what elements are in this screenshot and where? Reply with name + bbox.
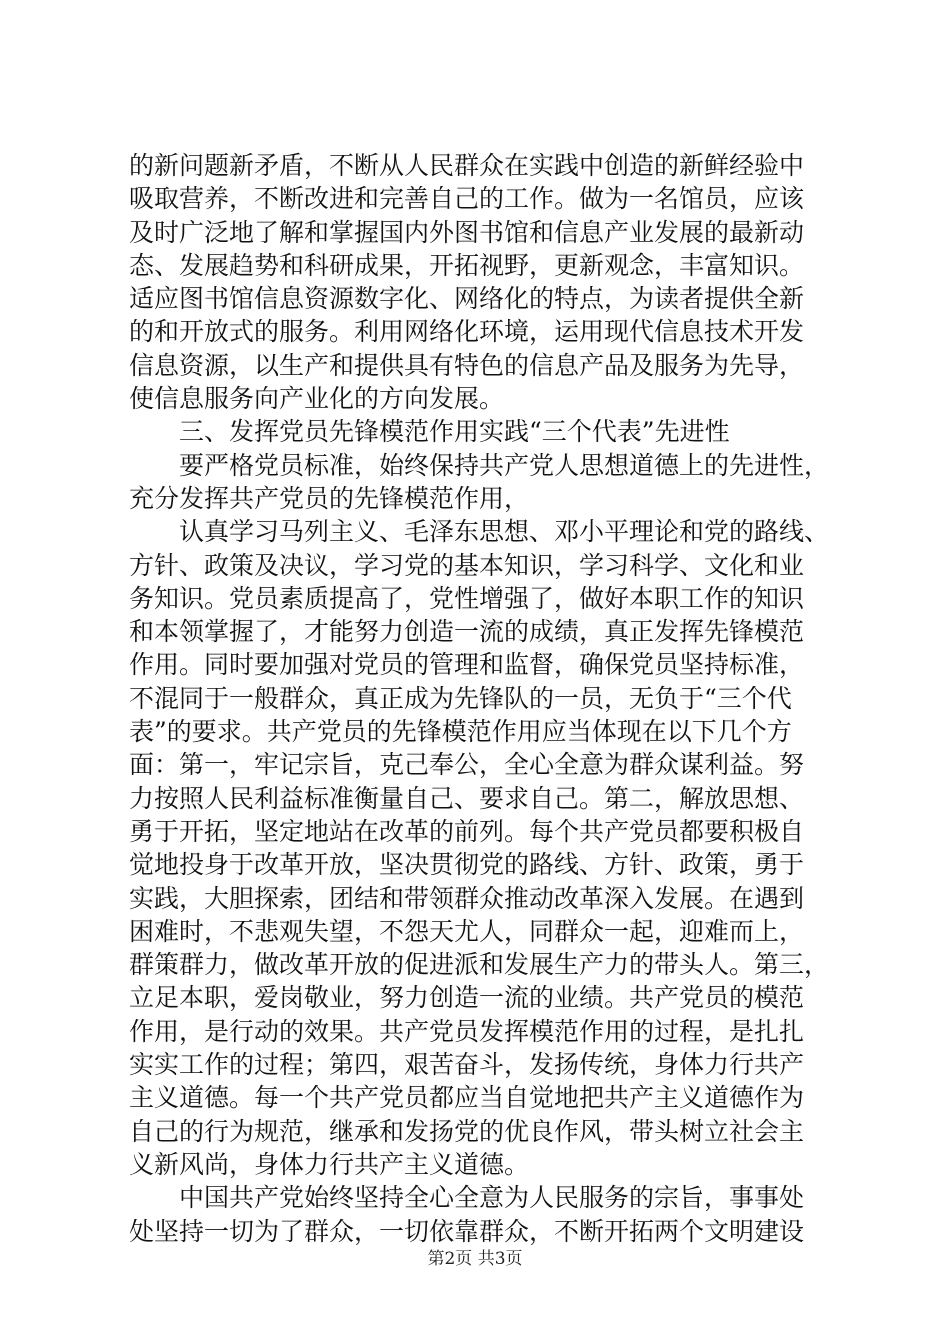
text-line: 及时广泛地了解和掌握国内外图书馆和信息产业发展的最新动 (129, 217, 805, 247)
text-line: 实实工作的过程；第四，艰苦奋斗，发扬传统，身体力行共产 (129, 1050, 805, 1080)
text-line: 信息资源，以生产和提供具有特色的信息产品及服务为先导， (129, 350, 805, 380)
text-line: 义新风尚，身体力行共产主义道德。 (129, 1149, 530, 1179)
text-line: 适应图书馆信息资源数字化、网络化的特点，为读者提供全新 (129, 284, 805, 314)
text-line: 面：第一，牢记宗旨，克己奉公，全心全意为群众谋利益。努 (129, 750, 805, 780)
text-line: 不混同于一般群众，真正成为先锋队的一员，无负于“三个代 (129, 683, 792, 713)
page-number-footer: 第2页 共3页 (427, 1249, 523, 1269)
text-line: 中国共产党始终坚持全心全意为人民服务的宗旨，事事处 (179, 1183, 805, 1213)
text-line: 务知识。党员素质提高了，党性增强了，做好本职工作的知识 (129, 583, 805, 613)
text-line: 作用。同时要加强对党员的管理和监督，确保党员坚持标准， (129, 650, 805, 680)
text-line: 自己的行为规范，继承和发扬党的优良作风，带头树立社会主 (129, 1116, 805, 1146)
text-line: 表”的要求。共产党员的先锋模范作用应当体现在以下几个方 (129, 717, 792, 747)
text-line: 处坚持一切为了群众，一切依靠群众，不断开拓两个文明建设 (129, 1216, 805, 1246)
text-line: 觉地投身于改革开放，坚决贯彻党的路线、方针、政策，勇于 (129, 850, 805, 880)
text-line: 和本领掌握了，才能努力创造一流的成绩，真正发挥先锋模范 (129, 617, 805, 647)
text-line: 的和开放式的服务。利用网络化环境，运用现代信息技术开发 (129, 317, 805, 347)
text-line: 的新问题新矛盾，不断从人民群众在实践中创造的新鲜经验中 (129, 151, 805, 180)
text-line: 三、发挥党员先锋模范作用实践“三个代表”先进性 (179, 417, 730, 447)
text-line: 态、发展趋势和科研成果，开拓视野，更新观念，丰富知识。 (129, 250, 805, 280)
text-line: 充分发挥共产党员的先锋模范作用， (129, 483, 530, 513)
text-line: 立足本职，爱岗敬业，努力创造一流的业绩。共产党员的模范 (129, 983, 805, 1013)
text-line: 勇于开拓，坚定地站在改革的前列。每个共产党员都要积极自 (129, 816, 805, 846)
text-line: 群策群力，做改革开放的促进派和发展生产力的带头人。第三， (129, 950, 830, 980)
text-line: 实践，大胆探索，团结和带领群众推动改革深入发展。在遇到 (129, 883, 805, 913)
text-line: 作用，是行动的效果。共产党员发挥模范作用的过程，是扎扎 (129, 1016, 805, 1046)
text-line: 认真学习马列主义、毛泽东思想、邓小平理论和党的路线、 (179, 517, 830, 547)
text-line: 吸取营养，不断改进和完善自己的工作。做为一名馆员，应该 (129, 184, 805, 214)
text-line: 主义道德。每一个共产党员都应当自觉地把共产主义道德作为 (129, 1083, 805, 1113)
document-body (129, 149, 829, 1248)
text-line: 方针、政策及决议，学习党的基本知识，学习科学、文化和业 (129, 550, 805, 580)
text-line: 使信息服务向产业化的方向发展。 (129, 384, 505, 414)
text-line: 力按照人民利益标准衡量自己、要求自己。第二，解放思想、 (129, 783, 805, 813)
text-line: 要严格党员标准，始终保持共产党人思想道德上的先进性， (179, 450, 830, 480)
text-line: 困难时，不悲观失望，不怨天尤人，同群众一起，迎难而上， (129, 916, 805, 946)
